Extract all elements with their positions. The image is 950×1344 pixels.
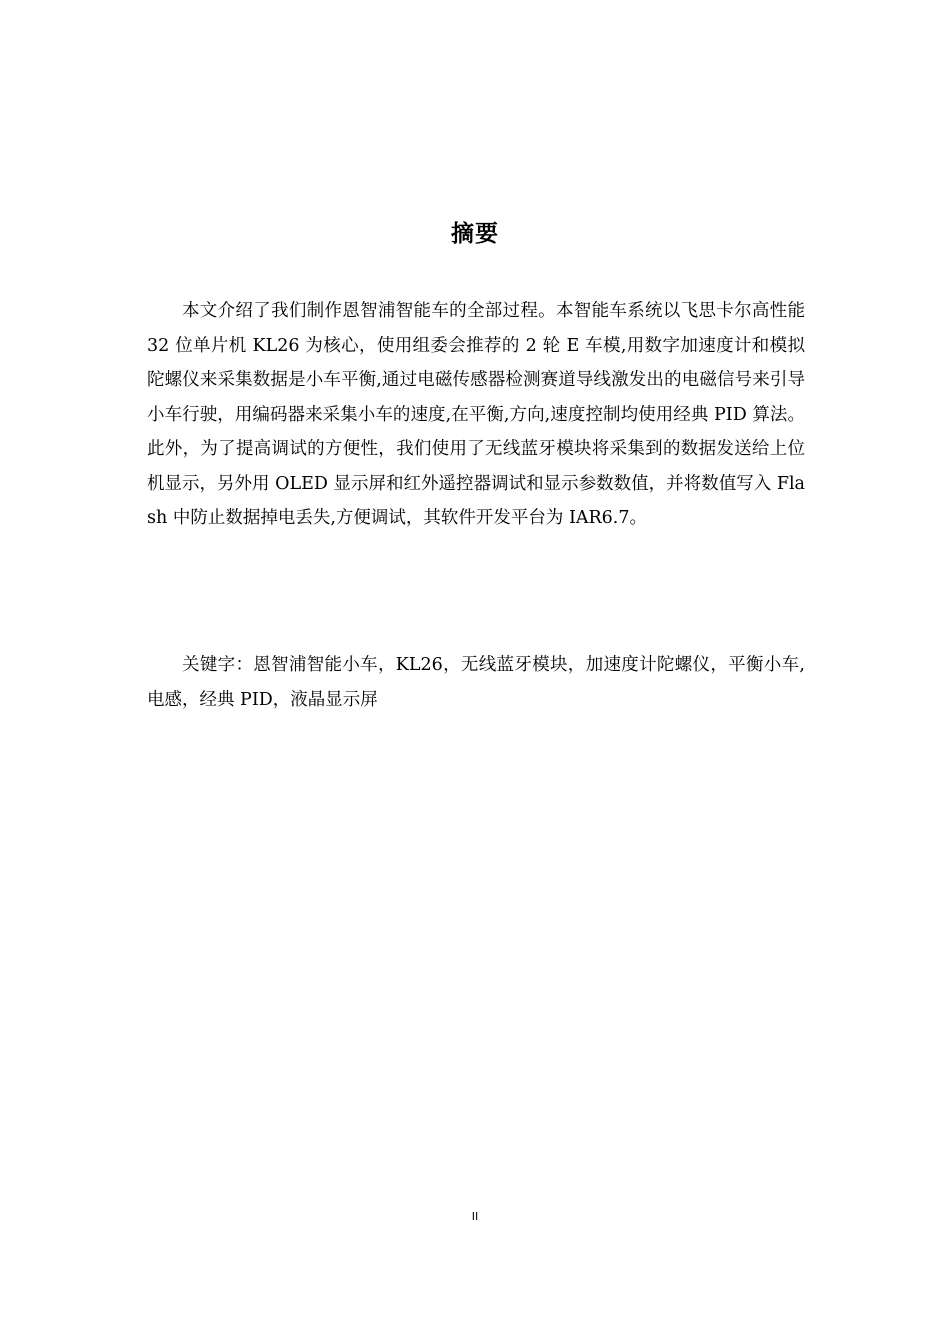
keywords-paragraph: 关键字：恩智浦智能小车，KL26，无线蓝牙模块，加速度计陀螺仪，平衡小车,电感，经典 PID，液晶显示屏 — [147, 655, 805, 710]
page-title: 摘要 — [451, 221, 499, 247]
abstract-paragraph: 本文介绍了我们制作恩智浦智能车的全部过程。本智能车系统以飞思卡尔高性能 32 位单片机 KL26 为核心，使用组委会推荐的 2 轮 E 车模,用数字加速度计和模拟陀螺仪来采集数据是小车平衡,通过电磁传感器检测赛道导线激发出的电磁信号来引导小车行驶，用编码器来采集小车的速度,在平衡,方向,速度控制均使用经典 PID 算法。此外，为了提高调试的方便性，我们使用了无线蓝牙模块将采集到的数据发送给上位机显示，另外用 OLED 显示屏和红外遥控器调试和显示参数数值，并将数值写入 Flash 中防止数据掉电丢失,方便调试，其软件开发平台为 IAR6.7。 — [147, 301, 805, 528]
page-number: II — [471, 1210, 479, 1223]
